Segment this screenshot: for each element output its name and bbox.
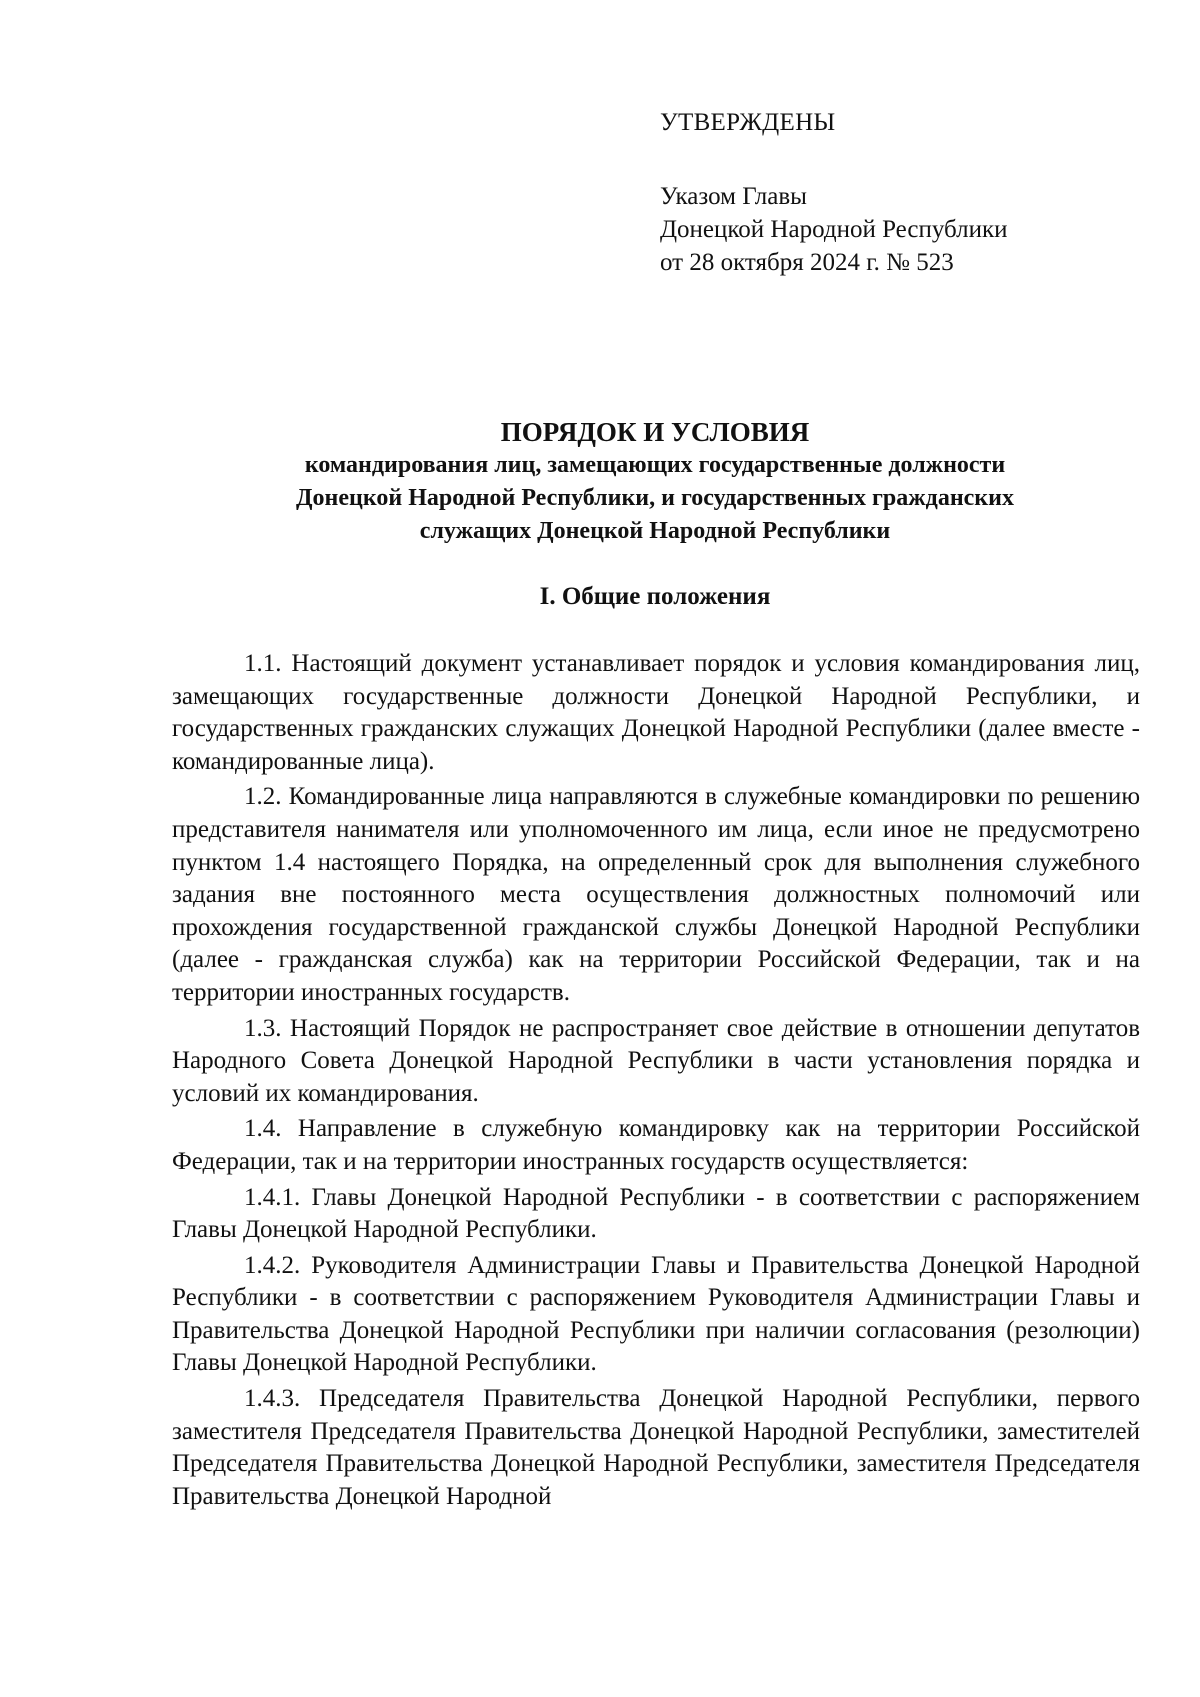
approval-line-decree: Указом Главы [660, 183, 807, 210]
approval-line-date: от 28 октября 2024 г. № 523 [660, 249, 954, 276]
document-subtitle-line: Донецкой Народной Республики, и государственных гражданских [296, 485, 1014, 511]
document-subtitle-line: служащих Донецкой Народной Республики [419, 518, 891, 544]
paragraph-1-4-3: 1.4.3. Председателя Правительства Донецкой Народной Республики, первого заместителя Председателя Правительства Донецкой Народной Республики, заместителей Председателя Правительства Донецкой Народной Республики, заместителя Председателя Правительства Донецкой Народной [172, 1385, 1140, 1510]
approval-line-republic: Донецкой Народной Республики [660, 216, 1008, 243]
paragraph-1-2: 1.2. Командированные лица направляются в служебные командировки по решению представителя нанимателя или уполномоченного им лица, если иное не предусмотрено пунктом 1.4 настоящего Порядка, на определенный срок для выполнения служебного задания вне постоянного места осуществления должностных полномочий или прохождения государственной гражданской службы Донецкой Народной Республики (далее - гражданская служба) как на территории Российской Федерации, так и на территории иностранных государств. [172, 783, 1140, 1006]
paragraph-1-4: 1.4. Направление в служебную командировку как на территории Российской Федерации, так и на территории иностранных государств осуществляется: [172, 1115, 1140, 1175]
approval-stamp [660, 106, 1008, 279]
document-body [172, 648, 1140, 1513]
paragraph-1-4-1: 1.4.1. Главы Донецкой Народной Республики - в соответствии с распоряжением Главы Донецкой Народной Республики. [172, 1183, 1140, 1244]
paragraph-1-1: 1.1. Настоящий документ устанавливает порядок и условия командирования лиц, замещающих государственные должности Донецкой Народной Республики, и государственных гражданских служащих Донецкой Народной Республики (далее вместе - командированные лица). [172, 650, 1140, 775]
document-title [170, 415, 1140, 548]
section-heading: I. Общие положения [539, 583, 771, 610]
document-main-title: ПОРЯДОК И УСЛОВИЯ [500, 417, 810, 447]
paragraph-1-3: 1.3. Настоящий Порядок не распространяет свое действие в отношении депутатов Народного Совета Донецкой Народной Республики в части установления порядка и условий их командирования. [172, 1014, 1140, 1107]
document-subtitle-line: командирования лиц, замещающих государственные должности [304, 452, 1006, 478]
paragraph-1-4-2: 1.4.2. Руководителя Администрации Главы и Правительства Донецкой Народной Республики - в соответствии с распоряжением Руководителя Администрации Главы и Правительства Донецкой Народной Республики при наличии согласования (резолюции) Главы Донецкой Народной Республики. [172, 1251, 1140, 1377]
approval-head: УТВЕРЖДЕНЫ [660, 109, 836, 136]
